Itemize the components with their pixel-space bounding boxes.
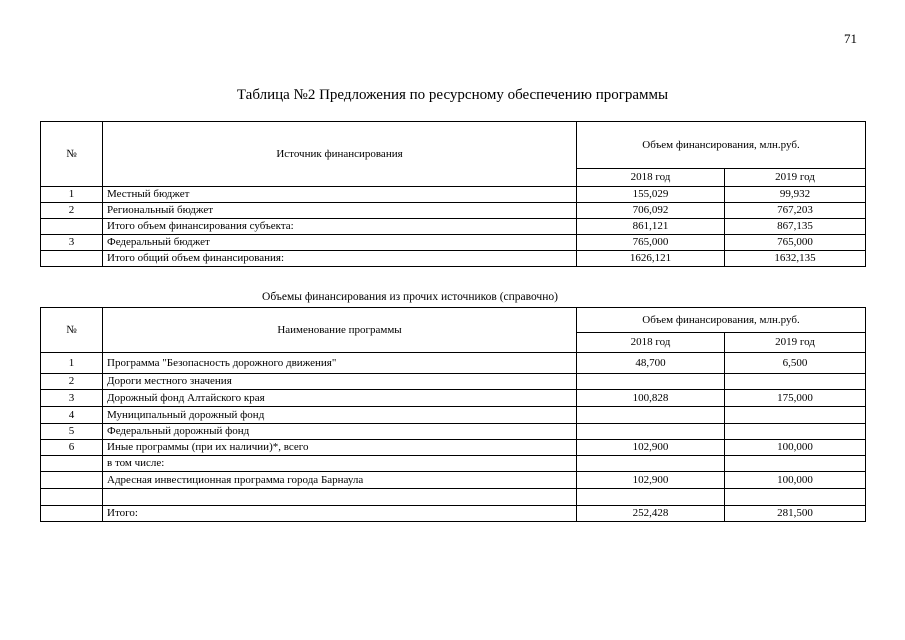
table-row [41,472,866,489]
header-year-2019: 2019 год [725,169,866,187]
table-row [41,353,866,374]
row-value-2019: 1632,135 [725,251,866,267]
table-row [41,219,866,235]
subtitle: Объемы финансирования из прочих источников (справочно) [262,291,558,303]
table-row [41,235,866,251]
funding-sources-table [40,121,866,267]
row-name: в том числе: [103,456,577,472]
table-row [41,456,866,472]
other-sources-table [40,307,866,522]
row-value-2019: 99,932 [725,187,866,203]
row-number [41,219,103,235]
row-name: Дороги местного значения [103,374,577,390]
table-row [41,374,866,390]
row-value-2018: 100,828 [577,390,725,407]
row-number: 3 [41,390,103,407]
table-title: Таблица №2 Предложения по ресурсному обеспечению программы [236,87,669,103]
header-year-2018: 2018 год [577,169,725,187]
row-value-2019: 867,135 [725,219,866,235]
header-number: № [41,122,103,187]
row-name: Адресная инвестиционная программа города Барнаула [103,472,577,489]
row-value-2018: 48,700 [577,353,725,374]
table-row [41,424,866,440]
row-value-2018: 706,092 [577,203,725,219]
row-number: 2 [41,374,103,390]
table-row [41,251,866,267]
row-number: 5 [41,424,103,440]
row-value-2018 [577,407,725,424]
header-volume: Объем финансирования, млн.руб. [577,308,866,333]
row-value-2018: 102,900 [577,440,725,456]
row-value-2018: 1626,121 [577,251,725,267]
row-name: Иные программы (при их наличии)*, всего [103,440,577,456]
row-value-2018: 765,000 [577,235,725,251]
row-value-2019: 6,500 [725,353,866,374]
header-source: Источник финансирования [103,122,577,187]
row-number [41,472,103,489]
row-number [41,456,103,472]
table-row [41,203,866,219]
table-row [41,489,866,506]
row-value-2018 [577,456,725,472]
row-number [41,506,103,522]
row-value-2019: 100,000 [725,440,866,456]
row-value-2018: 102,900 [577,472,725,489]
row-number: 3 [41,235,103,251]
row-value-2018 [577,374,725,390]
row-number: 1 [41,187,103,203]
row-name: Региональный бюджет [103,203,577,219]
row-value-2019 [725,374,866,390]
row-name: Дорожный фонд Алтайского края [103,390,577,407]
header-number: № [41,308,103,353]
row-value-2019: 765,000 [725,235,866,251]
row-number: 4 [41,407,103,424]
row-name [103,489,577,506]
row-name: Итого: [103,506,577,522]
row-value-2019: 767,203 [725,203,866,219]
row-name: Федеральный дорожный фонд [103,424,577,440]
row-value-2019: 100,000 [725,472,866,489]
table-row [41,440,866,456]
row-number [41,251,103,267]
table-row [41,187,866,203]
row-number: 6 [41,440,103,456]
row-name: Муниципальный дорожный фонд [103,407,577,424]
row-value-2018 [577,424,725,440]
header-program: Наименование программы [103,308,577,353]
table-row [41,506,866,522]
page-number: 71 [844,31,857,46]
row-name: Итого объем финансирования субъекта: [103,219,577,235]
table-row [41,407,866,424]
row-value-2019 [725,456,866,472]
row-name: Итого общий объем финансирования: [103,251,577,267]
header-volume: Объем финансирования, млн.руб. [577,122,866,169]
row-number: 2 [41,203,103,219]
table-row [41,390,866,407]
row-value-2018 [577,489,725,506]
row-value-2018: 155,029 [577,187,725,203]
header-year-2018: 2018 год [577,333,725,353]
row-value-2019 [725,489,866,506]
row-value-2019: 281,500 [725,506,866,522]
row-name: Местный бюджет [103,187,577,203]
row-name: Федеральный бюджет [103,235,577,251]
row-number [41,489,103,506]
row-value-2019: 175,000 [725,390,866,407]
row-value-2018: 861,121 [577,219,725,235]
row-value-2019 [725,424,866,440]
row-value-2018: 252,428 [577,506,725,522]
row-number: 1 [41,353,103,374]
row-name: Программа "Безопасность дорожного движения" [103,353,577,374]
row-value-2019 [725,407,866,424]
header-year-2019: 2019 год [725,333,866,353]
